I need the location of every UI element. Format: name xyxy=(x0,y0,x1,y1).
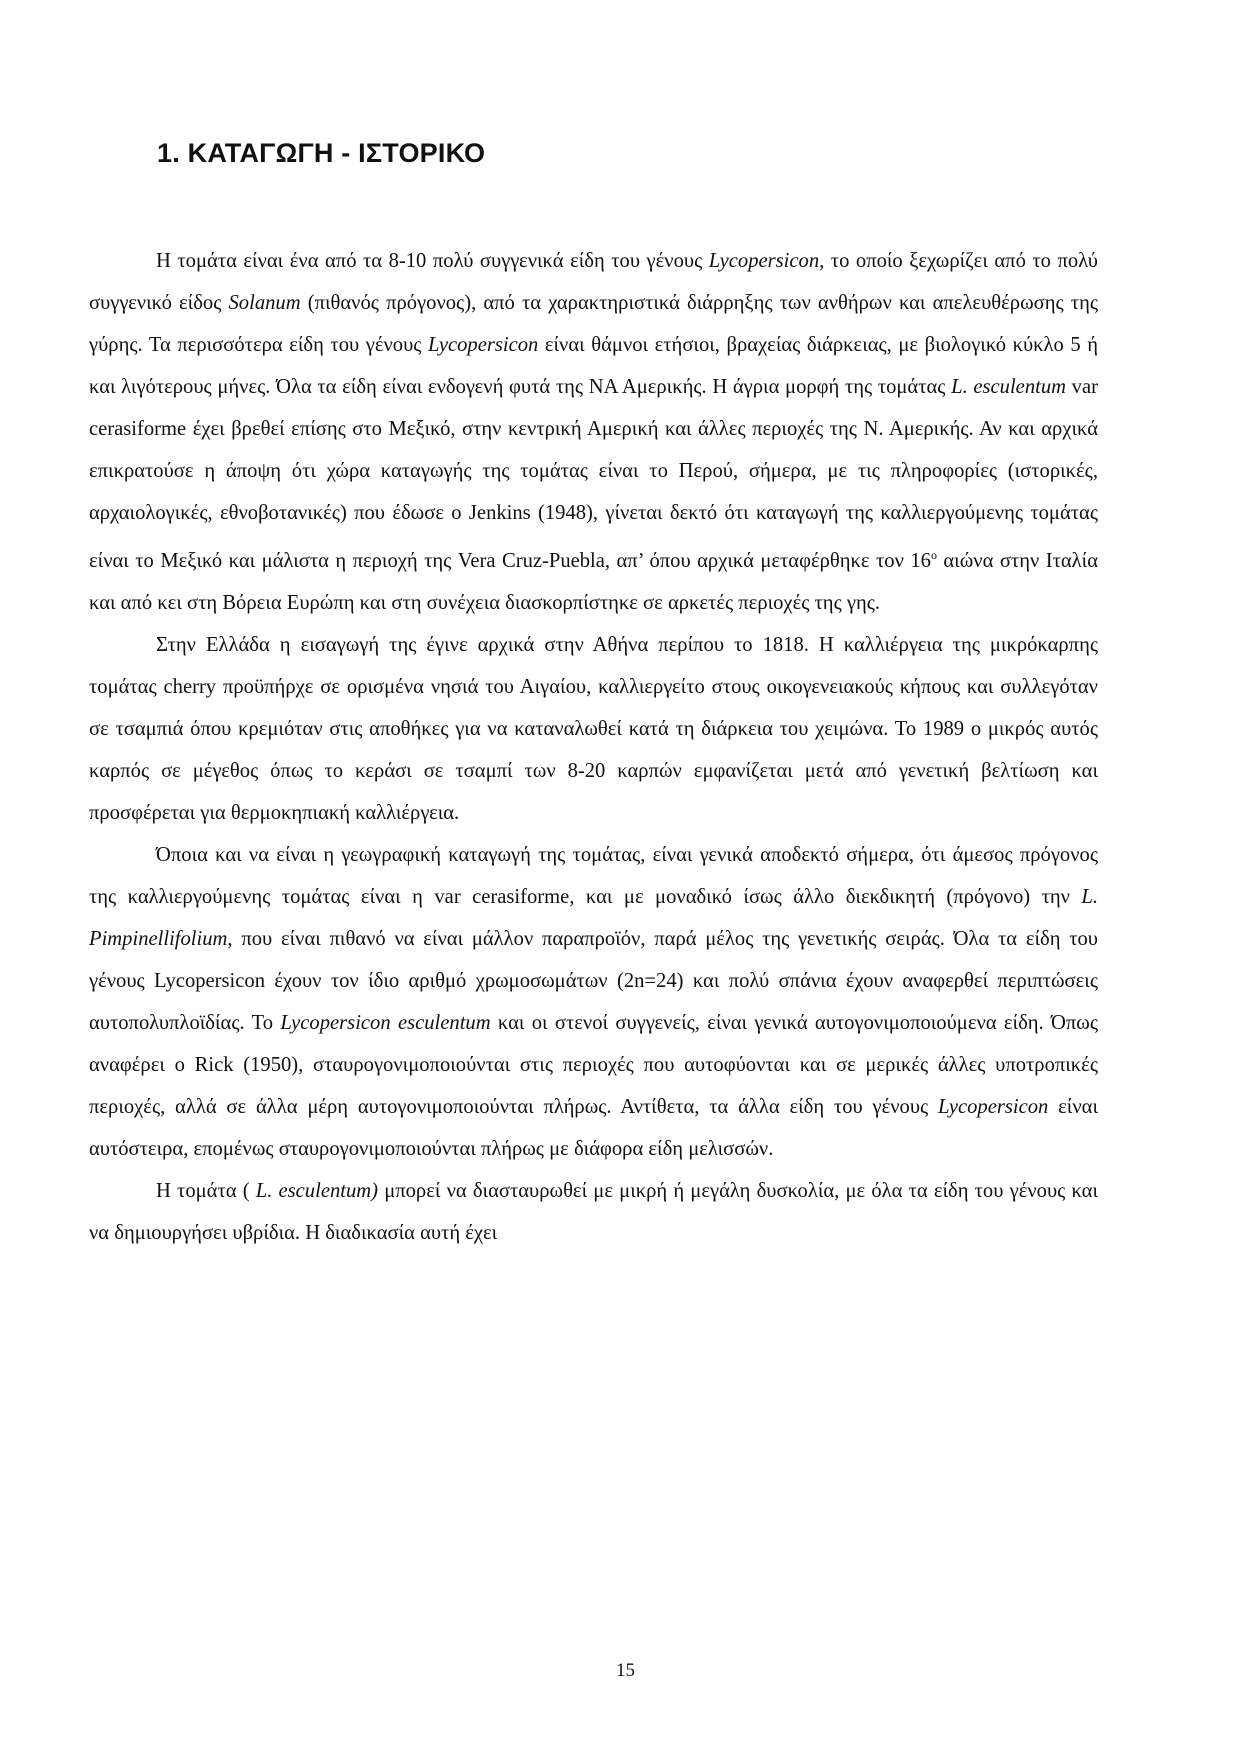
text-run: και οι στενοί συγγενείς, είναι γενικά αυτογονιμοποιούμενα είδη. Όπως αναφέρει ο Rick (1950), σταυρογονιμοποιούνται στις περιοχές που αυτοφύονται και σε μερικές άλλες υποτροπικές περιοχές, αλλά σε άλλα μέρη αυτογονιμοποιούνται πλήρως. Αντίθετα, τα άλλα είδη του γένους xyxy=(89,1011,1098,1118)
section-heading: 1. ΚΑΤΑΓΩΓΗ - ΙΣΤΟΡΙΚΟ xyxy=(157,138,486,168)
italic-term: Lycopersicon xyxy=(427,334,539,356)
italic-term: L. esculentum) xyxy=(255,1179,379,1202)
text-run: είναι θάμνοι ετήσιοι, βραχείας διάρκειας, με βιολογικό κύκλο 5 ή και λιγότερους μήνες. Όλα τα είδη είναι ενδογενή φυτά της ΝΑ Αμερικής. Η άγρια μορφή της τομάτας xyxy=(89,334,1098,398)
paragraph xyxy=(89,624,1098,834)
text-run: είναι αυτόστειρα, επομένως σταυρογονιμοποιούνται πλήρως με διάφορα είδη μελισσών. xyxy=(89,1095,1098,1160)
italic-term: L. Pimpinellifolium, xyxy=(89,885,1098,950)
text-run: Η τομάτα είναι ένα από τα 8-10 πολύ συγγενικά είδη του γένους xyxy=(156,250,709,272)
text-run: Όποια και να είναι η γεωγραφική καταγωγή της τομάτας, είναι γενικά αποδεκτό σήμερα, ότι άμεσος πρόγονος της καλλιεργούμενης τομάτας είναι η var cerasiforme, και με μοναδικό ίσως άλλο διεκδικητή (πρόγονο) την xyxy=(89,843,1098,908)
text-run: αιώνα στην Ιταλία και από κει στη Βόρεια Ευρώπη και στη συνέχεια διασκορπίστηκε σε αρκετές περιοχές της γης. xyxy=(89,549,1098,614)
page-number: 15 xyxy=(616,1660,635,1681)
paragraph xyxy=(89,1170,1098,1254)
italic-term: Lycopersicon esculentum xyxy=(280,1011,491,1034)
superscript-ordinal: ο xyxy=(930,548,937,562)
paragraph xyxy=(89,834,1098,1170)
italic-term: Lycopersicon xyxy=(938,1095,1049,1118)
text-run: Στην Ελλάδα η εισαγωγή της έγινε αρχικά στην Αθήνα περίπου το 1818. Η καλλιέργεια της μικρόκαρπης τομάτας cherry προϋπήρχε σε ορισμένα νησιά του Αιγαίου, καλλιεργείτο στους οικογενειακούς κήπους και συλλεγόταν σε τσαμπιά όπου κρεμιόταν στις αποθήκες για να καταναλωθεί κατά τη διάρκεια του χειμώνα. Το 1989 ο μικρός αυτός καρπός σε μέγεθος όπως το κεράσι σε τσαμπί των 8-20 καρπών εμφανίζεται μετά από γενετική βελτίωση και προσφέρεται για θερμοκηπιακή καλλιέργεια. xyxy=(89,633,1098,824)
paragraph xyxy=(89,240,1098,624)
text-run: το οποίο ξεχωρίζει από το πολύ συγγενικό είδος xyxy=(89,250,1098,314)
italic-term: L. esculentum xyxy=(951,376,1067,398)
text-run: (πιθανός πρόγονος), από τα χαρακτηριστικά διάρρηξης των ανθήρων και απελευθέρωσης της γύρης. Τα περισσότερα είδη του γένους xyxy=(89,292,1098,356)
italic-term: Solanum xyxy=(228,292,301,314)
italic-term: Lycopersicon, xyxy=(708,250,825,272)
text-run: Η τομάτα ( xyxy=(156,1179,256,1202)
body-text xyxy=(89,240,1098,1254)
text-run: που είναι πιθανό να είναι μάλλον παραπροϊόν, παρά μέλος της γενετικής σειράς. Όλα τα είδη του γένους Lycopersicon έχουν τον ίδιο αριθμό χρωμοσωμάτων (2n=24) και πολύ σπάνια έχουν αναφερθεί περιπτώσεις αυτοπολυπλοϊδίας. Το xyxy=(89,927,1098,1034)
text-run: var cerasiforme έχει βρεθεί επίσης στο Μεξικό, στην κεντρική Αμερική και άλλες περιοχές της Ν. Αμερικής. Αν και αρχικά επικρατούσε η άποψη ότι χώρα καταγωγής της τομάτας είναι το Περού, σήμερα, με τις πληροφορίες (ιστορικές, αρχαιολογικές, εθνοβοτανικές) που έδωσε ο Jenkins (1948), γίνεται δεκτό ότι καταγωγή της καλλιεργούμενης τομάτας είναι το Μεξικό και μάλιστα η περιοχή της Vera Cruz-Puebla, απ’ όπου αρχικά μεταφέρθηκε τον 16 xyxy=(89,376,1098,572)
text-run: μπορεί να διασταυρωθεί με μικρή ή μεγάλη δυσκολία, με όλα τα είδη του γένους και να δημιουργήσει υβρίδια. Η διαδικασία αυτή έχει xyxy=(89,1179,1098,1244)
